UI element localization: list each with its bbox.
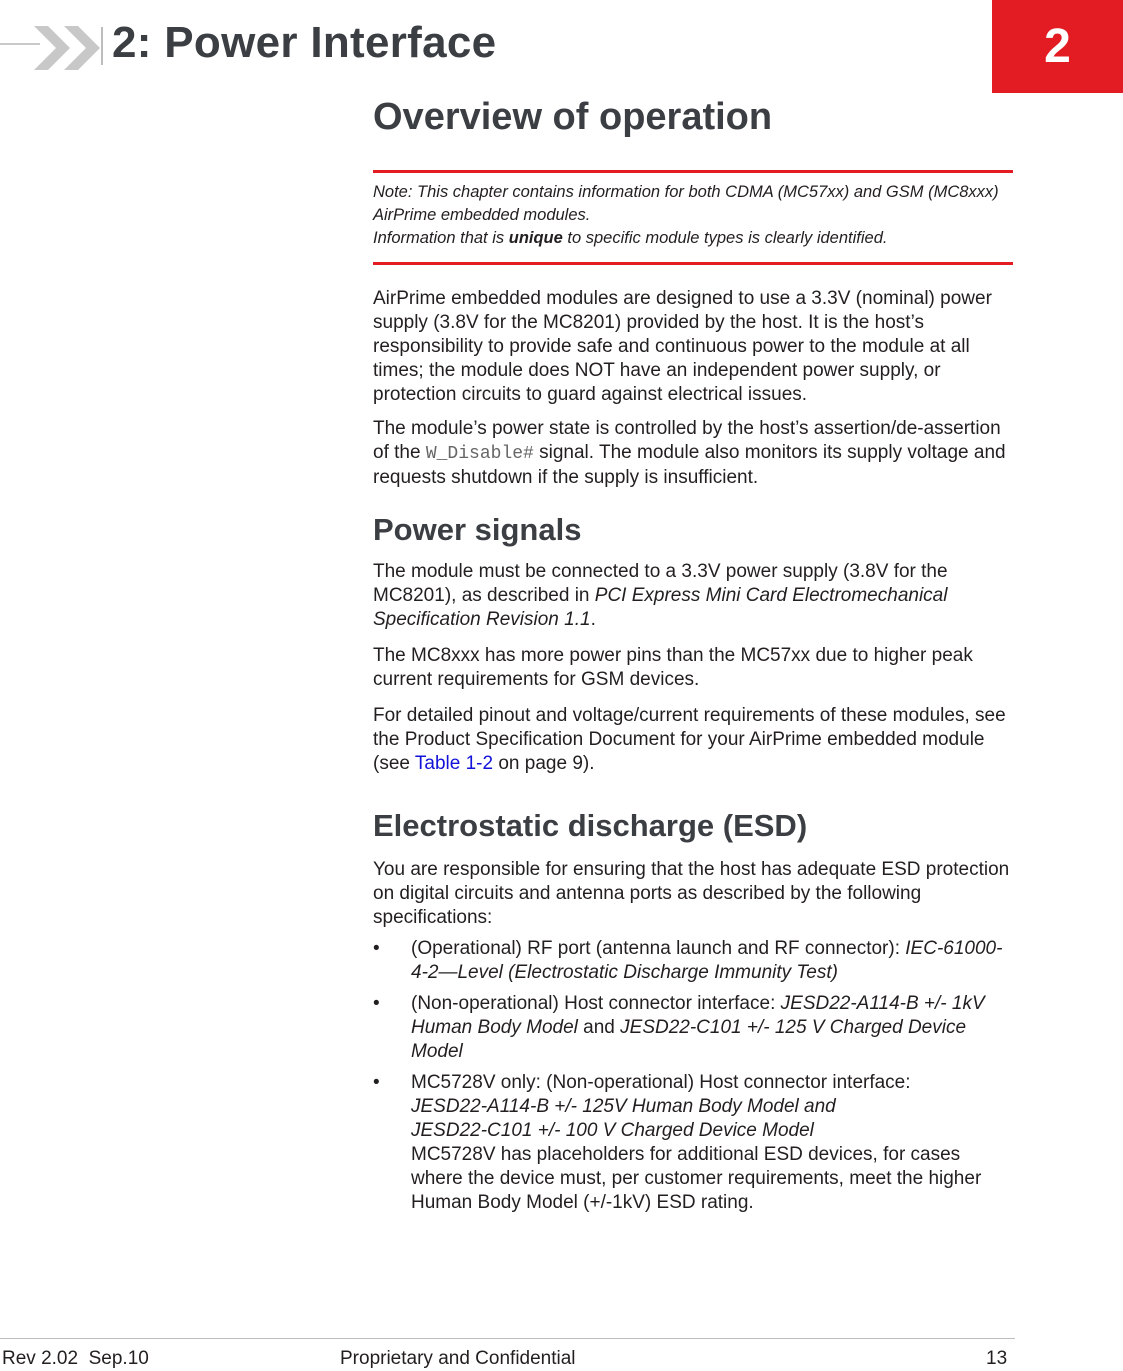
note-line-1: Note: This chapter contains information for both CDMA (MC57xx) and GSM (MC8xxx) AirPrime embedded modules.: [373, 183, 999, 224]
footer-revision: Rev 2.02 Sep.10: [2, 1348, 149, 1369]
list-item: • MC5728V only: (Non-operational) Host connector interface: JESD22-A114-B +/- 125V Human Body Model and JESD22-C101 +/- 100 V Charged Device Model MC5728V has placeholders for additional ESD devices, for cases where the device must, per customer requirements, meet the higher Human Body Model (+/-1kV) ESD rating.: [373, 1072, 982, 1213]
bullet-icon: •: [373, 938, 380, 959]
chapter-number-tab: 2: [992, 0, 1123, 93]
bullet-icon: •: [373, 993, 380, 1014]
note-line-2: Information that is unique to specific module types is clearly identified.: [373, 229, 888, 247]
esd-spec-list: [373, 937, 1013, 1215]
power-paragraph-1: The module must be connected to a 3.3V power supply (3.8V for the MC8201), as described in PCI Express Mini Card Electromechanical Specification Revision 1.1.: [373, 561, 948, 630]
list-item: • (Non-operational) Host connector interface: JESD22-A114-B +/- 1kV Human Body Model and JESD22-C101 +/- 125 V Charged Device Model: [373, 993, 985, 1062]
note-unique: unique: [508, 229, 563, 247]
footer-page-number: 13: [986, 1348, 1008, 1369]
esd-heading: Electrostatic discharge (ESD): [373, 808, 808, 843]
page-content: [373, 92, 1013, 1215]
header-divider: [101, 27, 103, 65]
power-paragraph-2: The MC8xxx has more power pins than the MC57xx due to higher peak current requirements for GSM devices.: [373, 645, 973, 690]
footer-confidential: Proprietary and Confidential: [340, 1348, 576, 1369]
footer-rule: [0, 1338, 1015, 1339]
overview-paragraph-1: AirPrime embedded modules are designed to use a 3.3V (nominal) power supply (3.8V for the MC8201) provided by the host. It is the host’s responsibility to provide safe and continuous power to the module at all times; the module does NOT have an independent power supply, or protection circuits to guard against electrical issues.: [373, 288, 992, 405]
power-signals-heading: Power signals: [373, 512, 582, 547]
bullet-icon: •: [373, 1072, 380, 1093]
list-item: • (Operational) RF port (antenna launch and RF connector): IEC-61000-4-2—Level (Electrostatic Discharge Immunity Test): [373, 938, 1003, 983]
signal-name: W_Disable#: [425, 444, 534, 464]
chevron-right-icon: [64, 26, 100, 70]
table-link[interactable]: Table 1-2: [414, 753, 494, 774]
power-paragraph-3: For detailed pinout and voltage/current requirements of these modules, see the Product Specification Document for your AirPrime embedded module (see Table 1-2 on page 9).: [373, 705, 1006, 774]
note-box: [373, 170, 1013, 265]
esd-intro: You are responsible for ensuring that the host has adequate ESD protection on digital circuits and antenna ports as described by the following specifications:: [373, 859, 1010, 928]
overview-heading: Overview of operation: [373, 96, 773, 138]
spec-reference: PCI Express Mini Card Electromechanical Specification Revision 1.1: [373, 585, 948, 630]
overview-paragraph-2: The module’s power state is controlled by the host’s assertion/de-assertion of the W_Disable# signal. The module also monitors its supply voltage and requests shutdown if the supply is insufficient.: [373, 418, 1006, 488]
chapter-title: 2: Power Interface: [112, 18, 497, 67]
